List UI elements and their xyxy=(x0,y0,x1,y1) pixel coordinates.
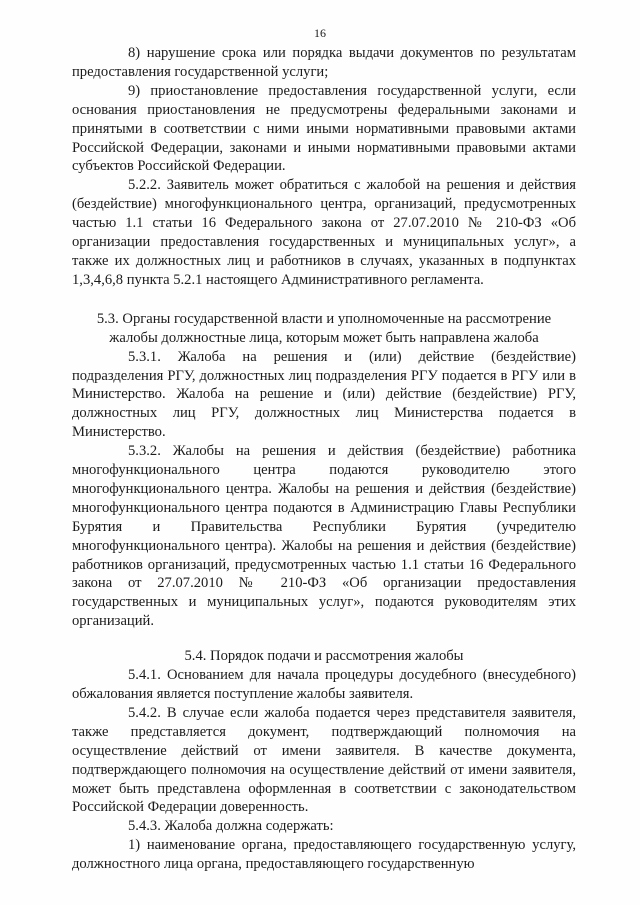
clause-5-3-1: 5.3.1. Жалоба на решения и (или) действие (бездействие) подразделения РГУ, должностных лиц подразделения РГУ подается в РГУ или в Министерство. Жалоба на решение и (или) действие (бездействие) РГУ, должностных лиц РГУ, должностных лиц Министерства подается в Министерство. xyxy=(72,348,576,441)
clause-5-2-2: 5.2.2. Заявитель может обратиться с жалобой на решения и действия (бездействие) многофункционального центра, организаций, предусмотренных частью 1.1 статьи 16 Федерального закона от 27.07.2010 № 210-ФЗ «Об организации предоставления государственных и муниципальных услуг», а также их должностных лиц и работников в случаях, указанных в подпунктах 1,3,4,6,8 пункта 5.2.1 настоящего Административного регламента. xyxy=(72,177,576,288)
section-heading-5-3: 5.3. Органы государственной власти и уполномоченные на рассмотрение жалобы должностные лица, которым может быть направлена жалоба xyxy=(96,310,552,346)
document-body xyxy=(72,44,576,874)
section-heading-5-4: 5.4. Порядок подачи и рассмотрения жалобы xyxy=(184,648,464,665)
clause-5-4-1: 5.4.1. Основанием для начала процедуры досудебного (внесудебного) обжалования является поступление жалобы заявителя. xyxy=(72,667,576,702)
spacer xyxy=(72,631,576,647)
item-8: 8) нарушение срока или порядка выдачи документов по результатам предоставления государственной услуги; xyxy=(72,45,576,80)
clause-5-3-2: 5.3.2. Жалобы на решения и действия (бездействие) работника многофункционального центра подаются руководителю этого многофункционального центра. Жалобы на решения и действия (бездействие) многофункционального центра подаются в Администрацию Главы Республики Бурятия и Правительства Республики Бурятия (учредителю многофункционального центра). Жалобы на решения и действия (бездействие) работников организаций, предусмотренных частью 1.1 статьи 16 Федерального закона от 27.07.2010 № 210-ФЗ «Об организации предоставления государственных и муниципальных услуг», подаются руководителям этих организаций. xyxy=(72,443,576,630)
clause-5-4-2: 5.4.2. В случае если жалоба подается через представителя заявителя, также представляется документ, подтверждающий полномочия на осуществление действий от имени заявителя. В качестве документа, подтверждающего полномочия на осуществление действий от имени заявителя, может быть представлена оформленная в соответствии с законодательством Российской Федерации доверенность. xyxy=(72,704,576,816)
item-9: 9) приостановление предоставления государственной услуги, если основания приостановления не предусмотрены федеральными законами и принятыми в соответствии с ними иными нормативными правовыми актами Российской Федерации, законами и иными нормативными правовыми актами субъектов Российской Федерации. xyxy=(72,82,576,175)
clause-5-4-3: 5.4.3. Жалоба должна содержать: xyxy=(128,818,334,835)
page-number: 16 xyxy=(314,26,326,40)
list-item-1: 1) наименование органа, предоставляющего государственную услугу, должностного лица органа, предоставляющего государственную xyxy=(72,837,576,873)
spacer xyxy=(72,290,576,310)
